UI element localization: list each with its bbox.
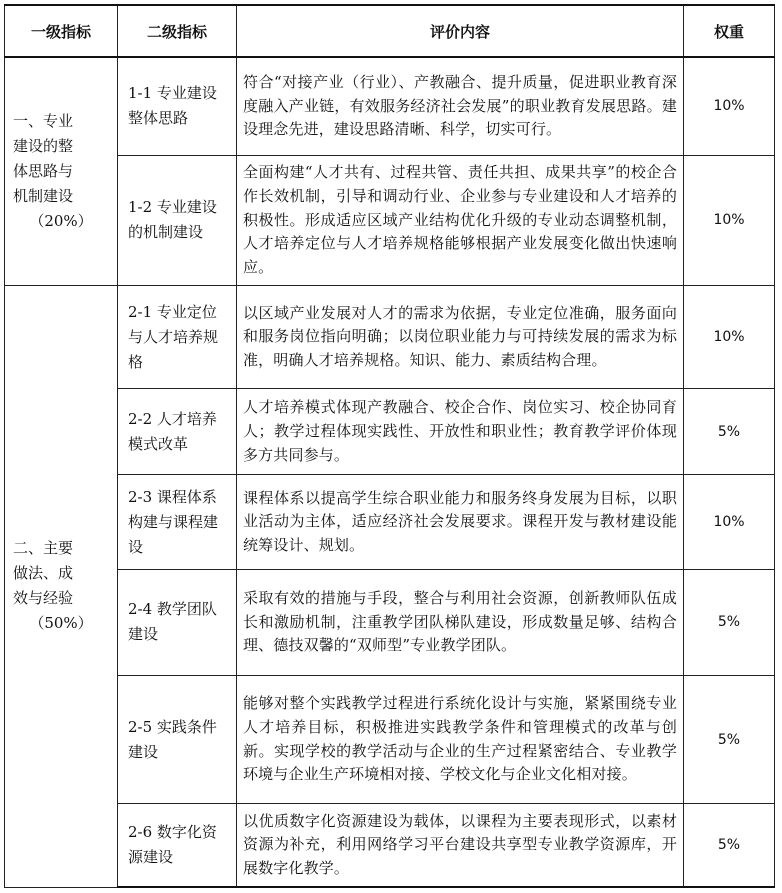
weight-value: 10% [684, 57, 775, 155]
evaluation-content: 以优质数字化资源建设为载体，以课程为主要表现形式，以素材资源为补充，利用网络学习平台建设共享型专业教学资源库，开展数字化教学。 [237, 804, 684, 887]
header-weight: 权重 [684, 5, 775, 57]
weight-value: 10% [684, 286, 775, 389]
table-row [5, 569, 775, 675]
evaluation-content: 人才培养模式体现产教融合、校企合作、岗位实习、校企协同育人；教学过程体现实践性、开放性和职业性；教育教学评价体现多方共同参与。 [237, 389, 684, 475]
table-header-row [5, 5, 775, 57]
table-row [5, 155, 775, 285]
sub-indicator: 2-5 实践条件建设 [118, 675, 237, 803]
sub-indicator: 2-3 课程体系构建与课程建设 [118, 475, 237, 569]
group-1-line-1: 一、专业 [13, 112, 74, 131]
group-2-line-2: 做法、成 [13, 564, 74, 583]
weight-value: 5% [684, 389, 775, 475]
table-row [5, 804, 775, 887]
group-2-line-4: （50%） [29, 614, 93, 633]
evaluation-content: 采取有效的措施与手段，整合与利用社会资源，创新教师队伍成长和激励机制，注重教学团队梯队建设，形成数量足够、结构合理、德技双馨的“双师型”专业教学团队。 [237, 569, 684, 675]
weight-value: 5% [684, 804, 775, 887]
evaluation-content: 全面构建“人才共有、过程共管、责任共担、成果共享”的校企合作长效机制，引导和调动行业、企业参与专业建设和人才培养的积极性。形成适应区域产业结构优化升级的专业动态调整机制，人才培养定位与人才培养规格能够根据产业发展变化做出快速响应。 [237, 155, 684, 285]
header-level2: 二级指标 [118, 5, 237, 57]
group-2-indicator [5, 286, 118, 887]
group-2-line-1: 二、主要 [13, 539, 74, 558]
evaluation-content: 课程体系以提高学生综合职业能力和服务终身发展为目标，以职业活动为主体，适应经济社会发展要求。课程开发与教材建设能统筹设计、规划。 [237, 475, 684, 569]
group-1-line-4: 机制建设 [13, 187, 74, 206]
sub-indicator: 2-4 教学团队建设 [118, 569, 237, 675]
group-1-line-5: （20%） [29, 212, 93, 231]
header-level1: 一级指标 [5, 5, 118, 57]
table-row [5, 475, 775, 569]
sub-indicator: 2-1 专业定位与人才培养规格 [118, 286, 237, 389]
group-1-line-2: 建设的整 [13, 137, 74, 156]
sub-indicator: 1-1 专业建设整体思路 [118, 57, 237, 155]
evaluation-content: 符合“对接产业（行业）、产教融合、提升质量，促进职业教育深度融入产业链，有效服务经济社会发展”的职业教育发展思路。建设理念先进，建设思路清晰、科学，切实可行。 [237, 57, 684, 155]
weight-value: 5% [684, 569, 775, 675]
table-row [5, 675, 775, 803]
sub-indicator: 2-2 人才培养模式改革 [118, 389, 237, 475]
group-1-line-3: 体思路与 [13, 162, 74, 181]
weight-value: 10% [684, 155, 775, 285]
evaluation-table-frame [4, 4, 774, 888]
sub-indicator: 1-2 专业建设的机制建设 [118, 155, 237, 285]
evaluation-content: 以区域产业发展对人才的需求为依据，专业定位准确，服务面向和服务岗位指向明确；以岗位职业能力与可持续发展的需求为标准，明确人才培养规格。知识、能力、素质结构合理。 [237, 286, 684, 389]
sub-indicator: 2-6 数字化资源建设 [118, 804, 237, 887]
weight-value: 5% [684, 675, 775, 803]
evaluation-content: 能够对整个实践教学过程进行系统化设计与实施，紧紧围绕专业人才培养目标，积极推进实践教学条件和管理模式的改革与创新。实现学校的教学活动与企业的生产过程紧密结合、专业教学环境与企业生产环境相对接、学校文化与企业文化相对接。 [237, 675, 684, 803]
group-2-line-3: 效与经验 [13, 589, 74, 608]
table-row [5, 57, 775, 155]
group-1-indicator [5, 57, 118, 286]
header-content: 评价内容 [237, 5, 684, 57]
weight-value: 10% [684, 475, 775, 569]
table-row [5, 389, 775, 475]
table-row [5, 286, 775, 389]
evaluation-table [4, 4, 775, 888]
